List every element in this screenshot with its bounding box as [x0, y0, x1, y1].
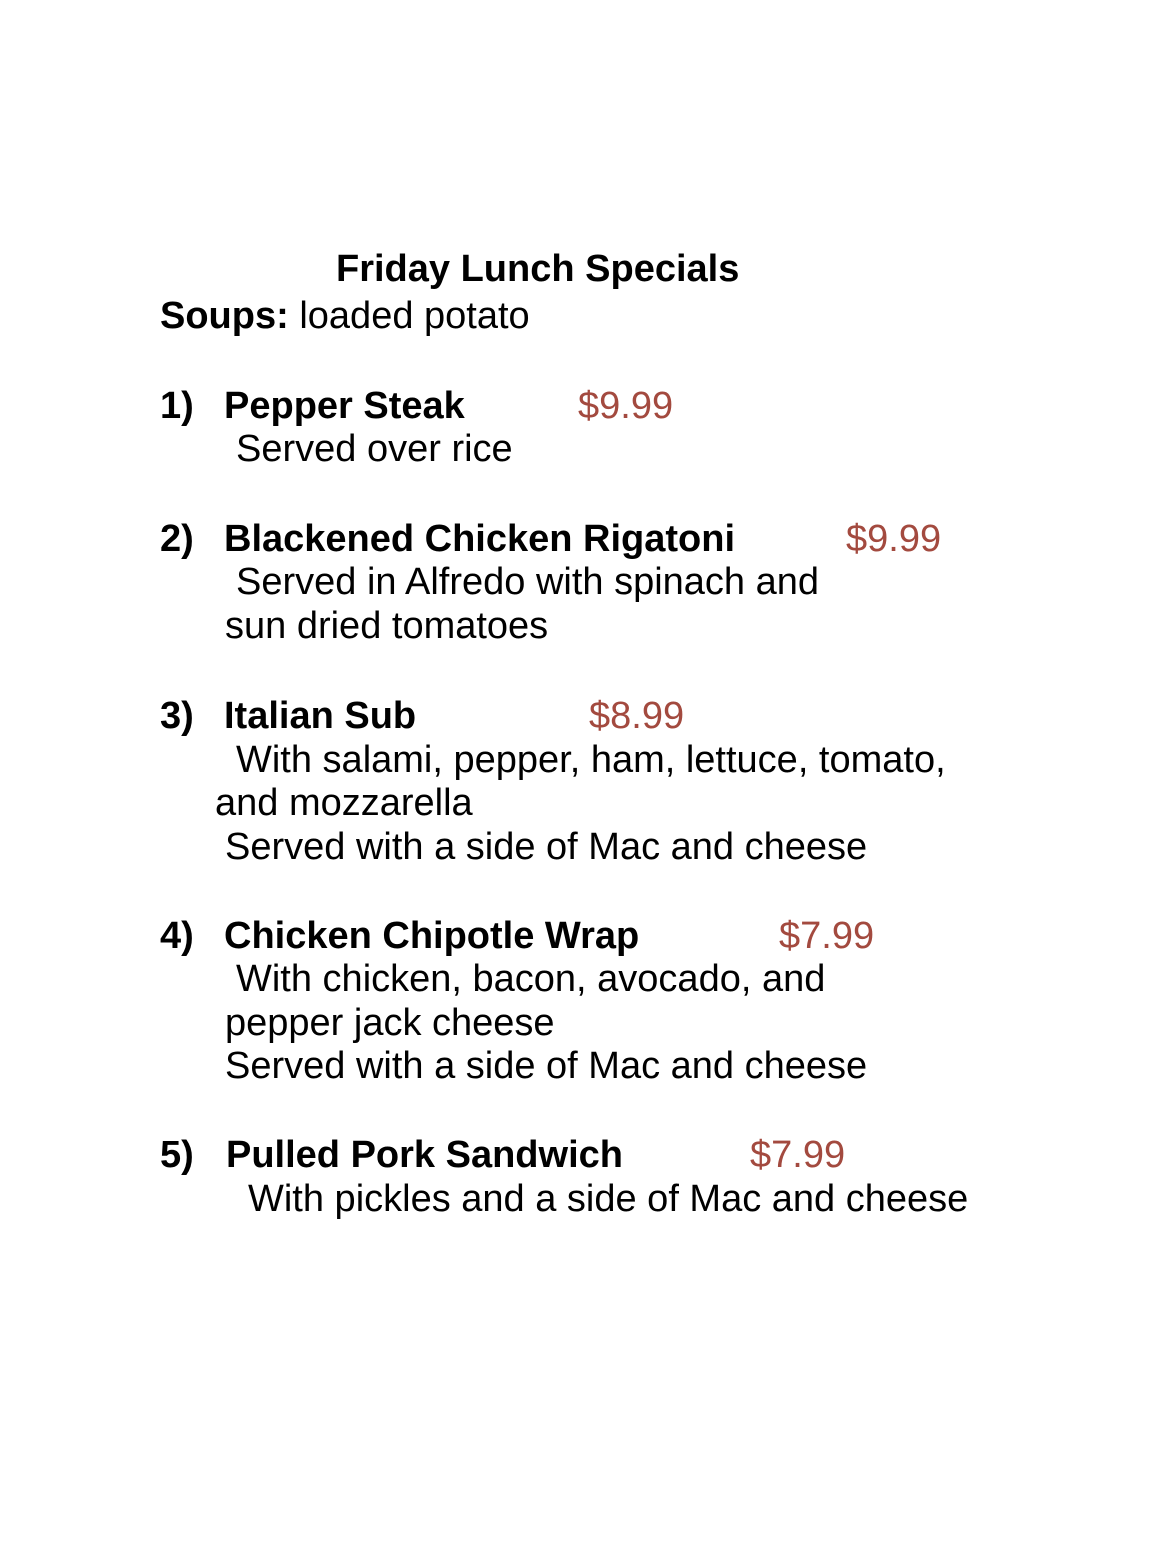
item-2-number: 2)	[160, 518, 194, 560]
item-3-desc-line: and mozzarella	[215, 782, 473, 824]
item-1-desc-line: Served over rice	[236, 428, 513, 470]
item-2-price: $9.99	[846, 518, 942, 560]
item-2-desc-line: Served in Alfredo with spinach and	[236, 561, 820, 603]
soups-line	[160, 297, 530, 335]
item-4-desc-line: pepper jack cheese	[225, 1002, 555, 1044]
item-3-price: $8.99	[589, 695, 685, 737]
item-2-name: Blackened Chicken Rigatoni	[224, 518, 736, 560]
item-1-name: Pepper Steak	[224, 385, 465, 427]
item-5-number: 5)	[160, 1134, 194, 1176]
item-5-price: $7.99	[750, 1134, 846, 1176]
soups-value: loaded potato	[299, 295, 530, 337]
item-3-desc-line: Served with a side of Mac and cheese	[225, 826, 868, 868]
item-4-desc-line: Served with a side of Mac and cheese	[225, 1045, 868, 1087]
item-1-number: 1)	[160, 385, 194, 427]
item-4-desc-line: With chicken, bacon, avocado, and	[236, 958, 826, 1000]
item-3-number: 3)	[160, 695, 194, 737]
item-5-name: Pulled Pork Sandwich	[226, 1134, 623, 1176]
item-5-desc-line: With pickles and a side of Mac and cheese	[248, 1178, 969, 1220]
item-1-price: $9.99	[578, 385, 674, 427]
soups-label: Soups:	[160, 295, 289, 337]
menu-title: Friday Lunch Specials	[336, 248, 740, 290]
item-3-desc-line: With salami, pepper, ham, lettuce, tomato,	[236, 739, 946, 781]
item-4-price: $7.99	[779, 915, 875, 957]
item-2-desc-line: sun dried tomatoes	[225, 605, 549, 647]
item-4-name: Chicken Chipotle Wrap	[224, 915, 640, 957]
item-3-name: Italian Sub	[224, 695, 417, 737]
item-4-number: 4)	[160, 915, 194, 957]
